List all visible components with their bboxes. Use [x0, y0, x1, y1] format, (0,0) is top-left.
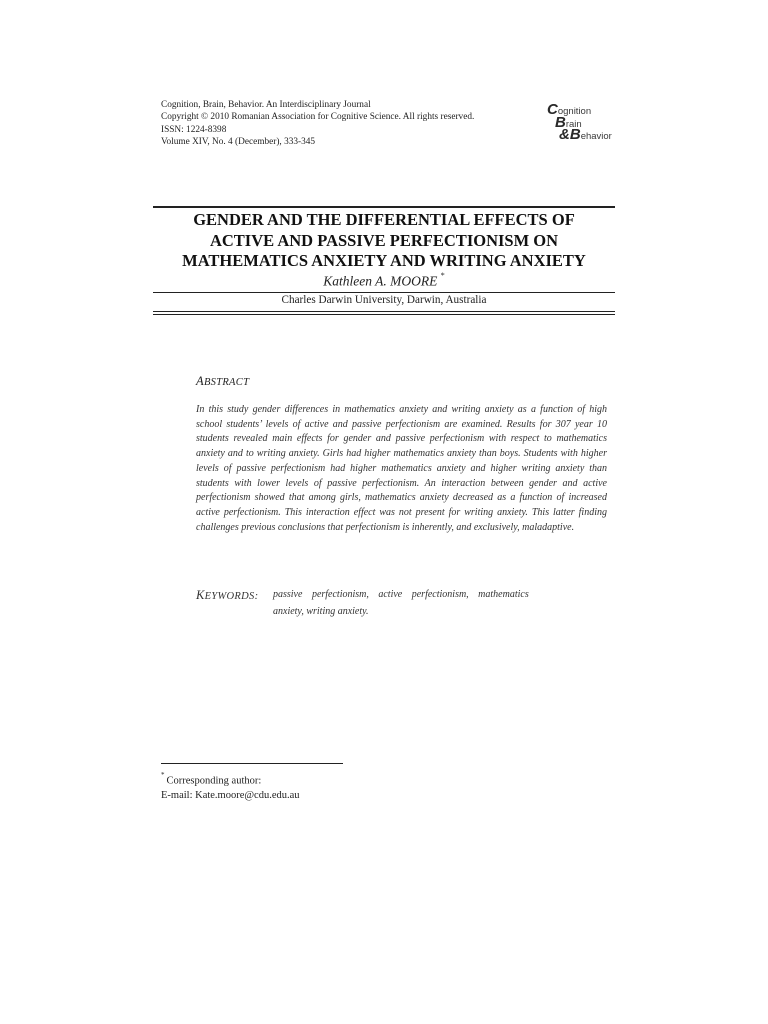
email-line: E-mail: Kate.moore@cdu.edu.au: [161, 790, 300, 801]
abstract-heading-rest: BSTRACT: [203, 377, 250, 388]
author-footnote-mark: *: [440, 271, 445, 280]
author: [153, 273, 615, 290]
article-title: [153, 210, 615, 272]
volume-info: Volume XIV, No. 4 (December), 333-345: [161, 136, 316, 147]
logo-initial: B: [555, 114, 566, 131]
author-name: Kathleen A. MOORE: [323, 273, 438, 289]
keywords-line: passive perfectionism, active perfectionism, mathematics: [273, 589, 529, 600]
copyright-line: Copyright © 2010 Romanian Association for Cognitive Science. All rights reserved.: [161, 112, 475, 123]
title-line: GENDER AND THE DIFFERENTIAL EFFECTS OF: [193, 210, 575, 229]
affiliation-rule-1: [153, 311, 615, 312]
logo-word: rain: [565, 119, 582, 130]
logo-initial: B: [569, 126, 581, 143]
logo-line-behavior: [559, 126, 612, 143]
keywords-label-rest: EYWORDS:: [204, 591, 259, 602]
keywords-line: anxiety, writing anxiety.: [273, 605, 369, 617]
footnote-mark: *: [161, 771, 165, 779]
title-line: MATHEMATICS ANXIETY AND WRITING ANXIETY: [182, 251, 586, 270]
journal-info: [161, 99, 474, 148]
abstract-heading-initial: A: [196, 374, 204, 388]
journal-logo: [547, 101, 627, 145]
title-top-rule: [153, 206, 615, 208]
author-rule: [153, 292, 615, 293]
affiliation-rule-2: [153, 314, 615, 315]
footnote-rule: [161, 763, 343, 764]
logo-ampersand: &: [559, 126, 570, 143]
affiliation: Charles Darwin University, Darwin, Australia: [281, 294, 487, 306]
journal-name: Cognition, Brain, Behavior. An Interdisciplinary Journal: [161, 100, 371, 110]
corresponding-author-label: Corresponding author:: [166, 775, 262, 787]
title-line: ACTIVE AND PASSIVE PERFECTIONISM ON: [209, 230, 559, 250]
keywords-label: [196, 588, 259, 602]
keywords: [196, 588, 616, 619]
footnote: [161, 770, 300, 804]
abstract-text: In this study gender differences in mathematics anxiety and writing anxiety as a function of high school students’ levels of active and passive perfectionism are examined. Results for 307 year 10 students revealed main effects for gender and passive perfectionism with respect to mathematics anxiety and to writing anxiety. Girls had higher mathematics anxiety than boys. Students with higher levels of passive perfectionism had higher mathematics anxiety and higher writing anxiety than students with lower levels of passive perfectionism. An interaction between gender and active perfectionism showed that among girls, mathematics anxiety decreased as a function of increased active perfectionism. This interaction effect was not present for writing anxiety. This latter finding challenges previous conclusions that perfectionism is inherently, and exclusively, maladaptive.: [196, 404, 607, 533]
issn: ISSN: 1224-8398: [161, 124, 227, 135]
logo-word: ehavior: [580, 131, 612, 142]
logo-initial: C: [547, 101, 558, 118]
abstract-heading: [196, 374, 249, 389]
logo-word: ognition: [557, 106, 592, 117]
keywords-label-initial: K: [196, 588, 205, 602]
